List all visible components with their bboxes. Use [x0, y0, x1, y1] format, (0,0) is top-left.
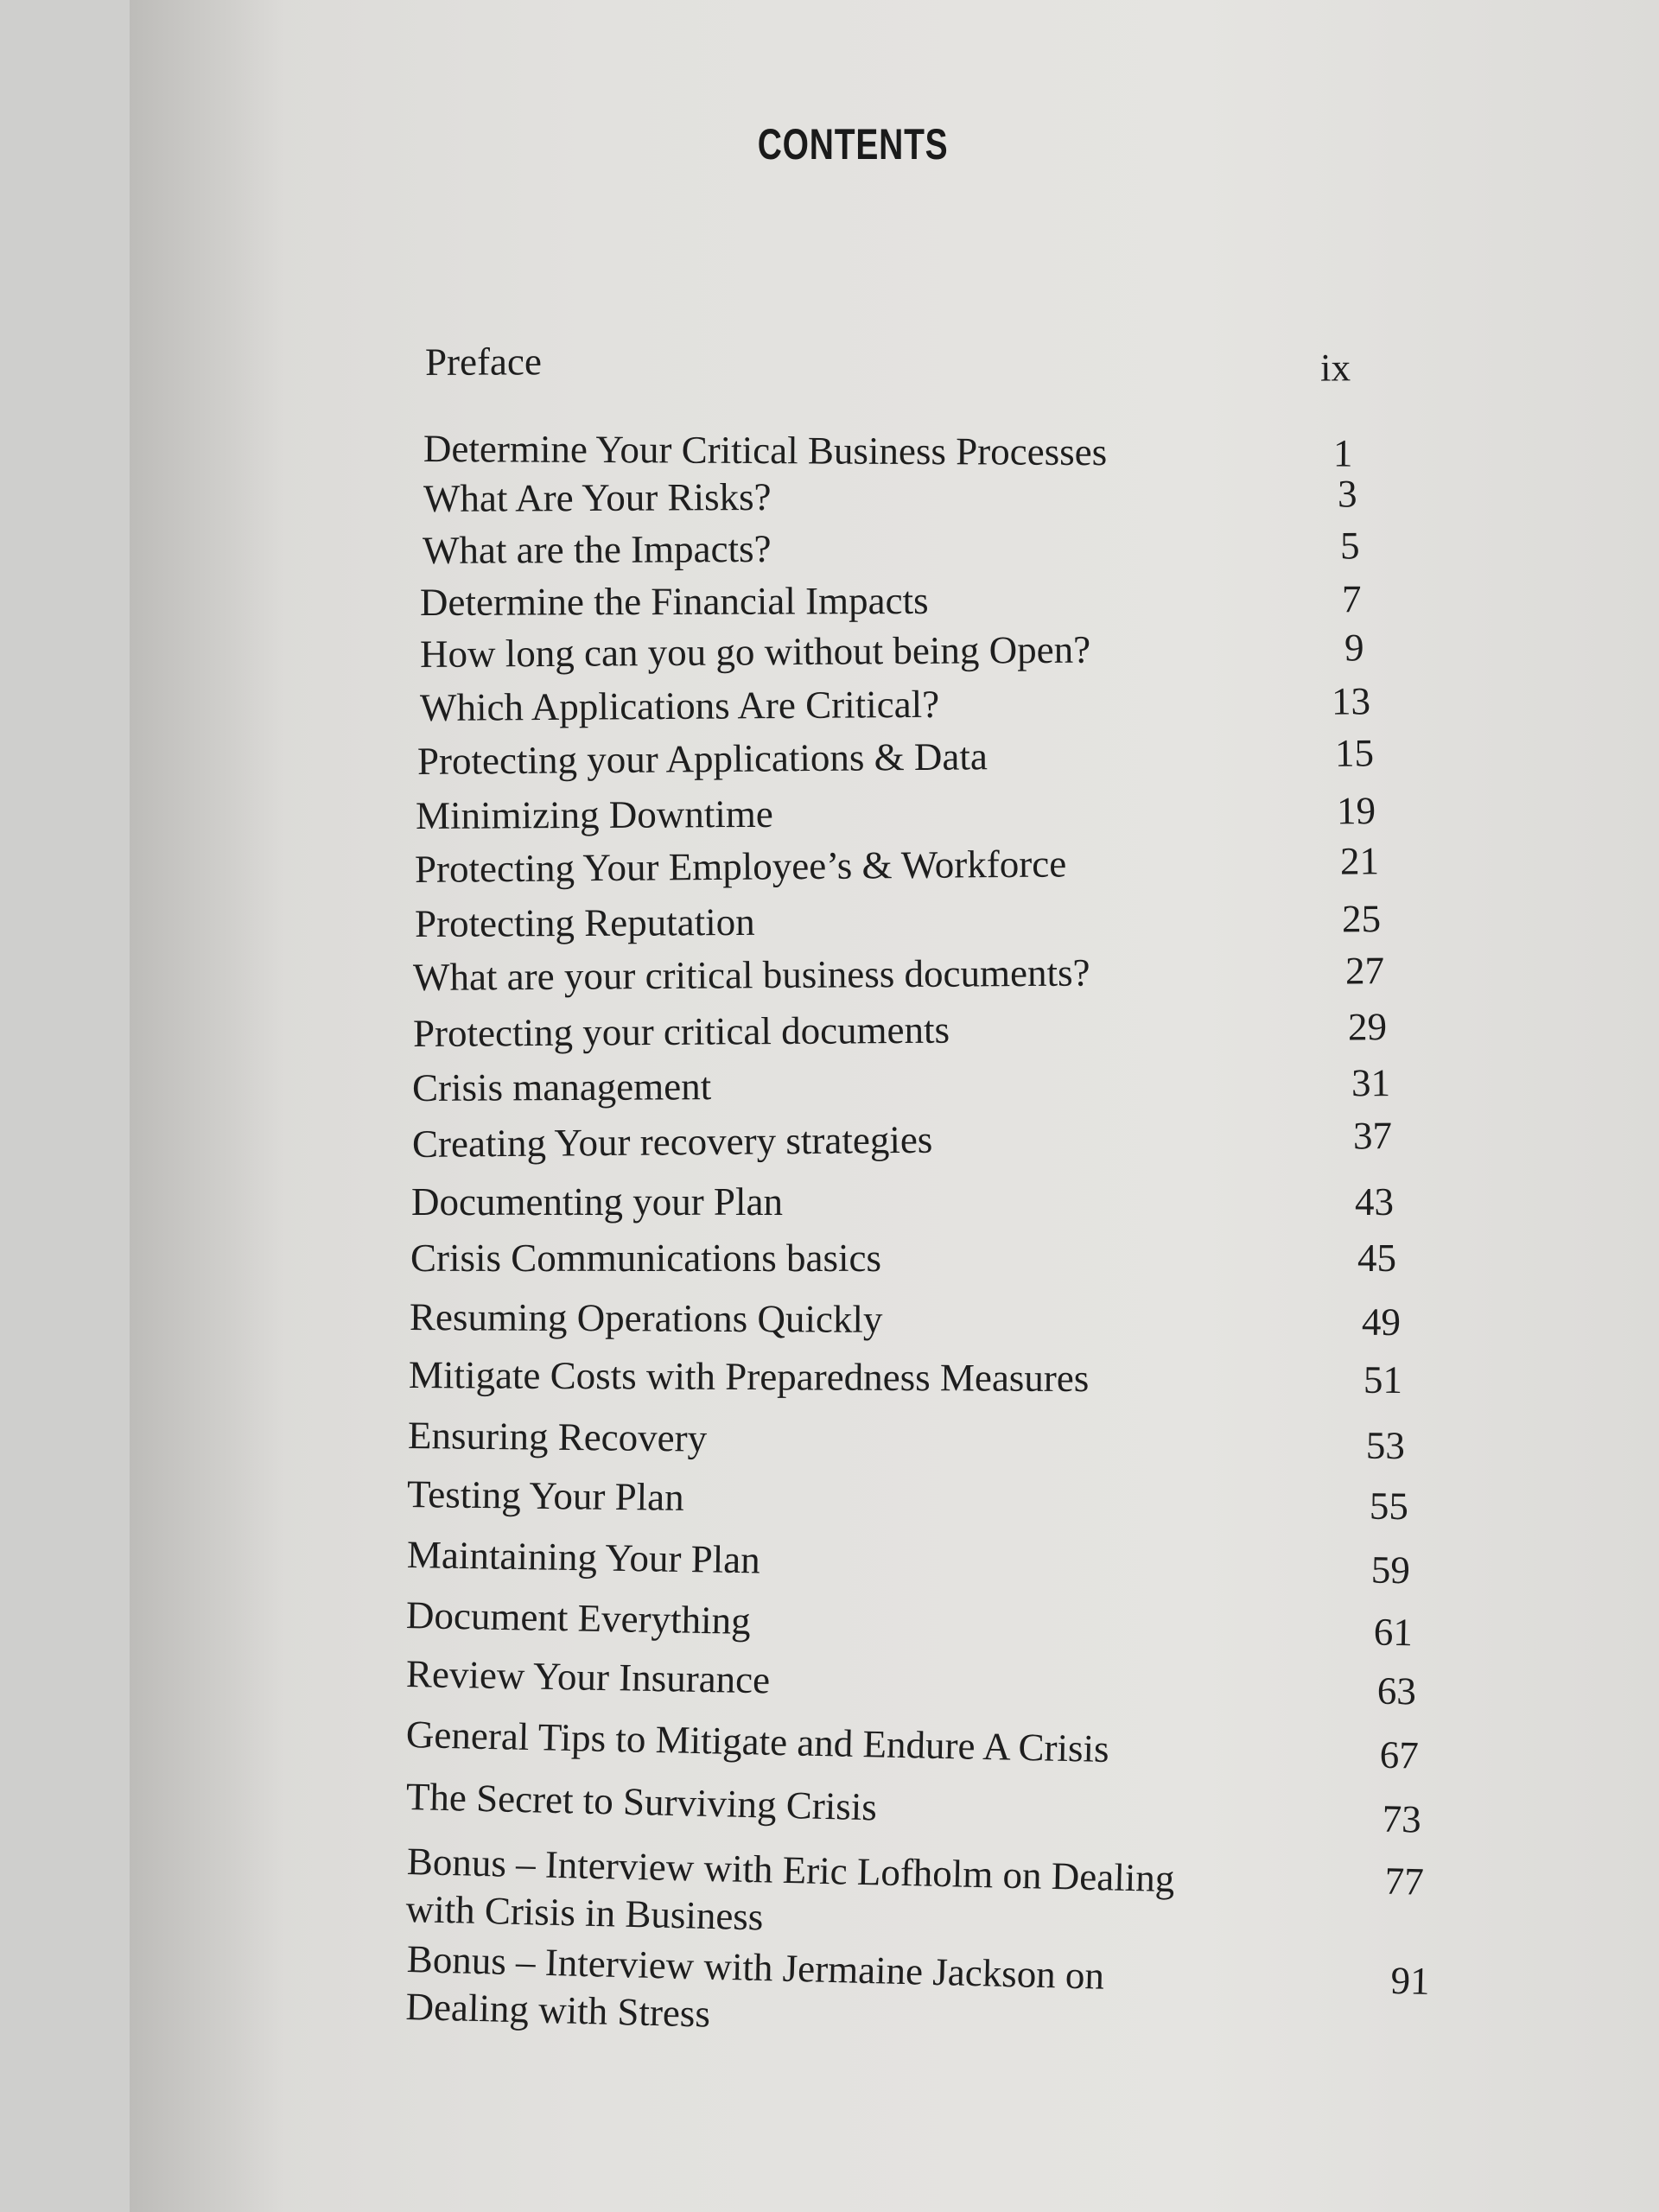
toc-entry	[425, 336, 1390, 436]
toc-entry-title: Resuming Operations Quickly	[409, 1295, 883, 1341]
toc-entry-page-number: 7	[1341, 577, 1362, 621]
toc-entry-page-number: 9	[1344, 626, 1364, 670]
toc-entry-page-number: 51	[1363, 1357, 1403, 1402]
toc-entry-title: Protecting Your Employee’s & Workforce	[414, 842, 1067, 891]
toc-entry-page-number: 21	[1339, 839, 1380, 883]
toc-entry-title: What Are Your Risks?	[423, 474, 772, 520]
toc-entry-title-line: Dealing with Stress	[404, 1984, 711, 2036]
toc-entry-page-number: 13	[1331, 679, 1371, 723]
toc-entry-title: Crisis Communications basics	[410, 1236, 881, 1280]
toc-entry-title: Determine Your Critical Business Processes	[423, 427, 1108, 474]
toc-entry-page-number: 63	[1376, 1669, 1417, 1713]
toc-entry-title: Documenting your Plan	[411, 1180, 783, 1224]
toc-entry-page-number: 29	[1347, 1005, 1388, 1049]
toc-entry-title: Minimizing Downtime	[415, 791, 773, 837]
toc-entry-title: Determine the Financial Impacts	[419, 578, 929, 624]
toc-entry-title: Protecting your Applications & Data	[416, 734, 988, 783]
toc-entry-page-number: 1	[1332, 431, 1353, 475]
toc-entry-title: Document Everything	[405, 1593, 752, 1643]
toc-entry-title: Protecting Reputation	[414, 899, 755, 945]
toc-entry-page-number: 45	[1357, 1236, 1396, 1280]
toc-entry-page-number: 59	[1370, 1548, 1411, 1592]
toc-entry-page-number: 67	[1379, 1732, 1420, 1777]
toc-entry-title: Preface	[424, 340, 543, 384]
toc-entry-title: General Tips to Mitigate and Endure A Crisis	[405, 1713, 1110, 1771]
toc-entry-page-number: 31	[1351, 1061, 1391, 1105]
toc-entry-page-number: 91	[1390, 1958, 1431, 2003]
toc-entry-title: Which Applications Are Critical?	[419, 682, 940, 729]
toc-entry-page-number: 77	[1384, 1859, 1425, 1904]
toc-entry-page-number: 19	[1336, 789, 1376, 833]
toc-entry-page-number: 53	[1365, 1423, 1406, 1468]
toc-entry-title: What are your critical business documents?	[412, 950, 1090, 999]
toc-entry-title: What are the Impacts?	[422, 526, 772, 572]
toc-entry-title-line: Bonus – Interview with Jermaine Jackson on	[406, 1937, 1105, 1998]
toc-entry-page-number: 61	[1373, 1610, 1414, 1655]
toc-entry-title	[405, 1936, 1105, 2048]
toc-entry-title-line: with Crisis in Business	[405, 1886, 764, 1939]
toc-entry-title: Creating Your recovery strategies	[411, 1117, 933, 1166]
contents-heading: CONTENTS	[757, 120, 949, 168]
toc-entry-page-number: 49	[1361, 1300, 1402, 1344]
toc-entry-title: Testing Your Plan	[406, 1472, 684, 1519]
toc-entry	[405, 1936, 1460, 2056]
toc-entry-page-number: 43	[1355, 1180, 1394, 1224]
toc-entry-title: How long can you go without being Open?	[419, 627, 1091, 676]
toc-entry-page-number: 27	[1344, 949, 1385, 993]
toc-entry-page-number: 5	[1339, 524, 1360, 568]
toc-entry-title: The Secret to Surviving Crisis	[405, 1775, 878, 1829]
toc-entry-page-number: 55	[1369, 1484, 1409, 1529]
toc-entry-title-line: Bonus – Interview with Eric Lofholm on Dealing	[406, 1840, 1175, 1901]
toc-entry-title: Review Your Insurance	[405, 1652, 771, 1702]
toc-entry-title: Mitigate Costs with Preparedness Measures	[408, 1353, 1090, 1401]
toc-entry-page-number: 15	[1334, 731, 1375, 775]
toc-entry-page-number: 73	[1382, 1796, 1422, 1841]
toc-entry-page-number: 37	[1352, 1114, 1393, 1158]
toc-entry-page-number: ix	[1319, 346, 1351, 390]
toc-entry-title: Crisis management	[411, 1065, 712, 1109]
toc-entry-page-number: 25	[1341, 897, 1382, 941]
toc-entry-page-number: 3	[1337, 472, 1357, 516]
toc-entry-title: Maintaining Your Plan	[406, 1533, 761, 1582]
toc-entry-title	[405, 1838, 1175, 1950]
toc-entry-title: Ensuring Recovery	[407, 1414, 708, 1460]
toc-entry-title: Protecting your critical documents	[412, 1007, 950, 1055]
